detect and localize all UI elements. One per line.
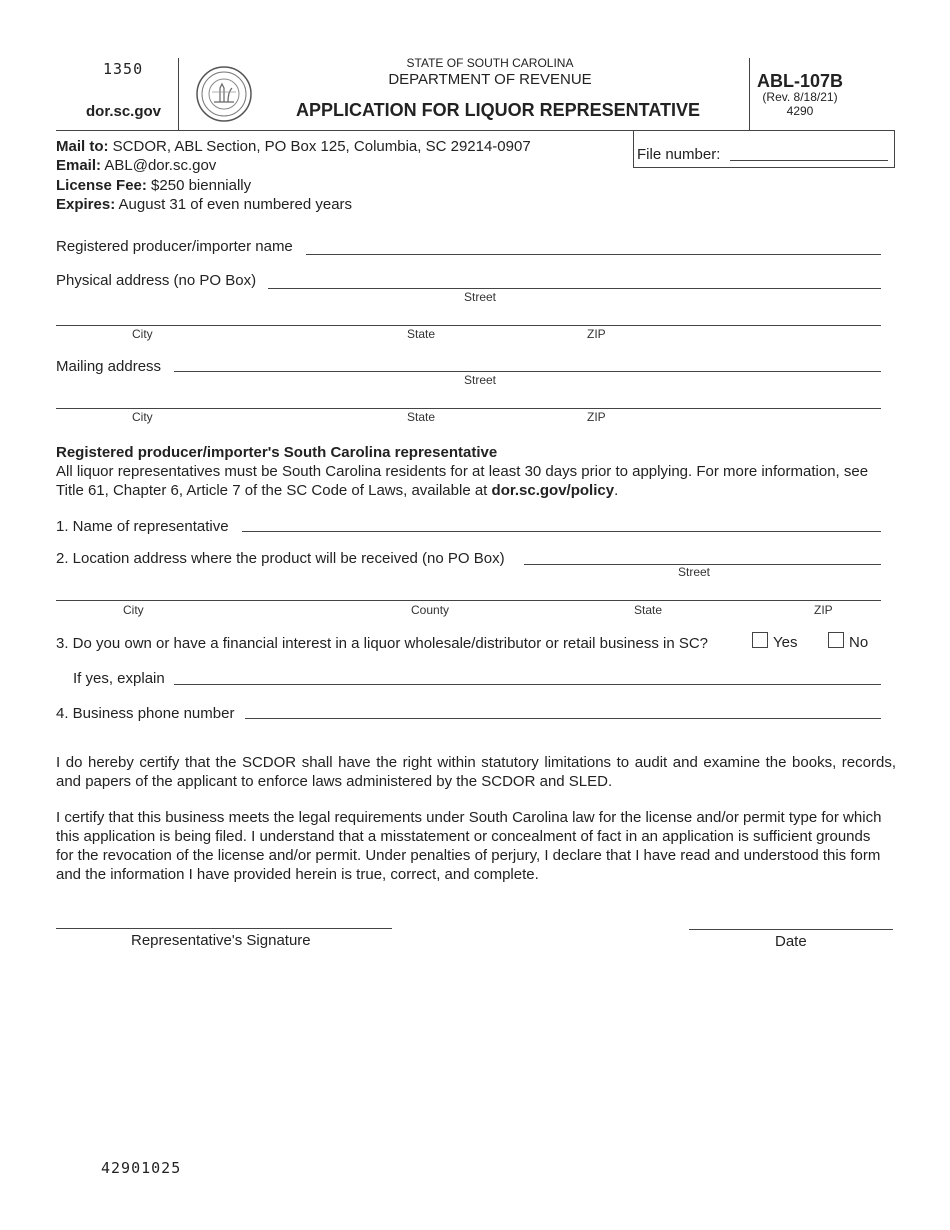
form-number: ABL-107B [756,71,844,91]
q4-label: 4. Business phone number [56,705,235,722]
producer-name-field[interactable] [306,254,881,255]
mailing-street-field[interactable] [174,371,881,372]
yes-checkbox[interactable] [752,632,768,648]
revision-date: (Rev. 8/18/21) [762,90,838,104]
email-line: Email: ABL@dor.sc.gov [56,157,217,174]
license-fee-line: License Fee: $250 biennially [56,177,252,194]
header-divider-right [749,58,750,130]
physical-address-label: Physical address (no PO Box) [56,272,257,289]
certification-perjury-paragraph: I certify that this business meets the legal requirements under South Carolina law for the license and/or permit type for which this application is being filed. I understand that a misstatement or concealment of fact in an application is sufficient grounds for the revocation of the license and/or permit. Under penalties of perjury, I declare that I have read and understood this form and the information I have provided herein is true, correct, and complete. [56,809,882,883]
physical-street-field[interactable] [268,288,881,289]
location-zip-caption: ZIP [814,603,833,617]
state-name: STATE OF SOUTH CAROLINA [406,56,574,70]
no-checkbox[interactable] [828,632,844,648]
no-label: No [849,634,869,651]
physical-zip-caption: ZIP [587,327,606,341]
footer-form-number: 42901025 [101,1159,182,1177]
policy-link[interactable]: dor.sc.gov/policy [491,482,615,499]
date-field[interactable] [689,929,893,930]
q2-label: 2. Location address where the product will be received (no PO Box) [56,550,505,567]
page-title: APPLICATION FOR LIQUOR REPRESENTATIVE [295,100,700,120]
location-city-caption: City [123,603,144,617]
mailing-city-state-zip-field[interactable] [56,408,881,409]
business-phone-field[interactable] [245,718,881,719]
signature-field[interactable] [56,928,392,929]
location-street-caption: Street [678,565,711,579]
physical-city-state-zip-field[interactable] [56,325,881,326]
physical-street-caption: Street [464,290,497,304]
mail-to-line: Mail to: SCDOR, ABL Section, PO Box 125, Columbia, SC 29214-0907 [56,138,531,155]
producer-name-label: Registered producer/importer name [56,238,293,255]
state-seal [196,66,252,122]
q3-label: 3. Do you own or have a financial interest in a liquor wholesale/distributor or retail business in SC? [56,635,709,652]
physical-city-caption: City [132,327,153,341]
website: dor.sc.gov [86,103,162,120]
mailing-zip-caption: ZIP [587,410,606,424]
header-divider-left [178,58,179,130]
yes-label: Yes [773,634,798,651]
department-name: DEPARTMENT OF REVENUE [388,71,592,88]
physical-state-caption: State [407,327,436,341]
form-id: 4290 [786,104,814,118]
form-code: 1350 [103,60,144,78]
location-county-caption: County [411,603,450,617]
file-number-field[interactable] [730,160,888,161]
representative-intro: All liquor representatives must be South Carolina residents for at least 30 days prior to applying. For more information, see Title 61, Chapter 6, Article 7 of the SC Code of Laws, available at dor.sc.gov/policy. [56,463,869,499]
mailing-state-caption: State [407,410,436,424]
location-city-county-state-zip-field[interactable] [56,600,881,601]
representative-heading: Registered producer/importer's South Carolina representative [56,444,498,461]
expires-line: Expires: August 31 of even numbered years [56,196,353,213]
certification-audit-paragraph: I do hereby certify that the SCDOR shall have the right within statutory limitations to audit and examine the books, records, and papers of the applicant to enforce laws administered by the SCDOR and SLED. [56,754,896,790]
if-yes-explain-field[interactable] [174,684,881,685]
file-number-label: File number: [637,146,721,163]
if-yes-label: If yes, explain [73,670,165,687]
location-state-caption: State [634,603,663,617]
date-label: Date [775,933,807,950]
signature-label: Representative's Signature [131,932,311,949]
representative-name-field[interactable] [242,531,881,532]
mailing-street-caption: Street [464,373,497,387]
mailing-city-caption: City [132,410,153,424]
mailing-address-label: Mailing address [56,358,162,375]
q1-label: 1. Name of representative [56,518,229,535]
